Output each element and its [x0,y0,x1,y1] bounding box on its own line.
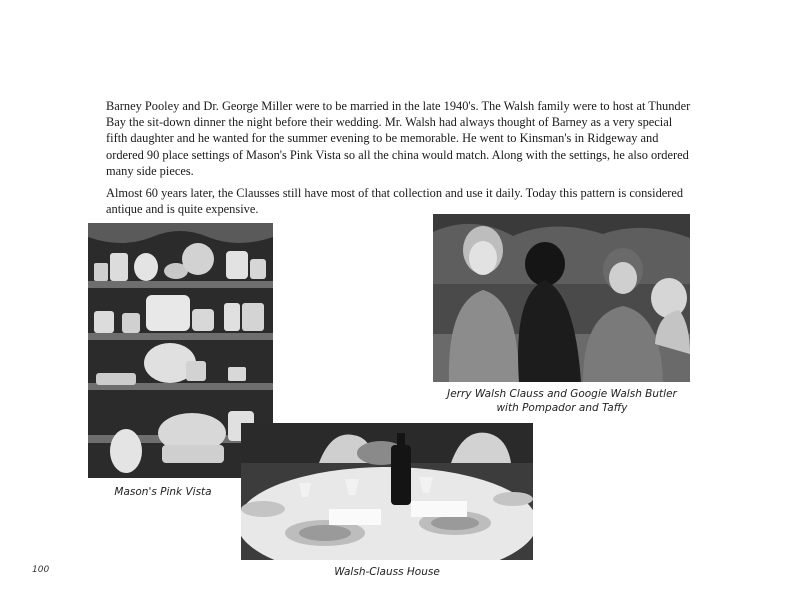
page-number: 100 [32,565,50,575]
body-paragraph-1: Barney Pooley and Dr. George Miller were to be married in the late 1940's. The Walsh family were to host at Thunder Bay the sit-down dinner the night before their wedding. Mr. Walsh had always thought of Barney as a very special fifth daughter and he wanted for the summer evening to be memorable. He went to Kinsman's in Ridgeway and ordered 90 place settings of Mason's Pink Vista so all the china would match. Along with the settings, he also ordered many side pieces. [106,99,691,178]
dining-table-photo [241,423,533,560]
people-caption-line-1: Jerry Walsh Clauss and Googie Walsh Butler [447,388,677,400]
people-caption-line-2: with Pompador and Taffy [496,402,628,414]
people-caption [426,387,698,415]
china-caption: Mason's Pink Vista [114,486,212,498]
people-and-dogs-photo [433,214,690,382]
table-caption: Walsh-Clauss House [334,566,440,578]
body-paragraph-2: Almost 60 years later, the Clausses still have most of that collection and use it daily. Today this pattern is considered antique and is quite expensive. [106,186,684,217]
